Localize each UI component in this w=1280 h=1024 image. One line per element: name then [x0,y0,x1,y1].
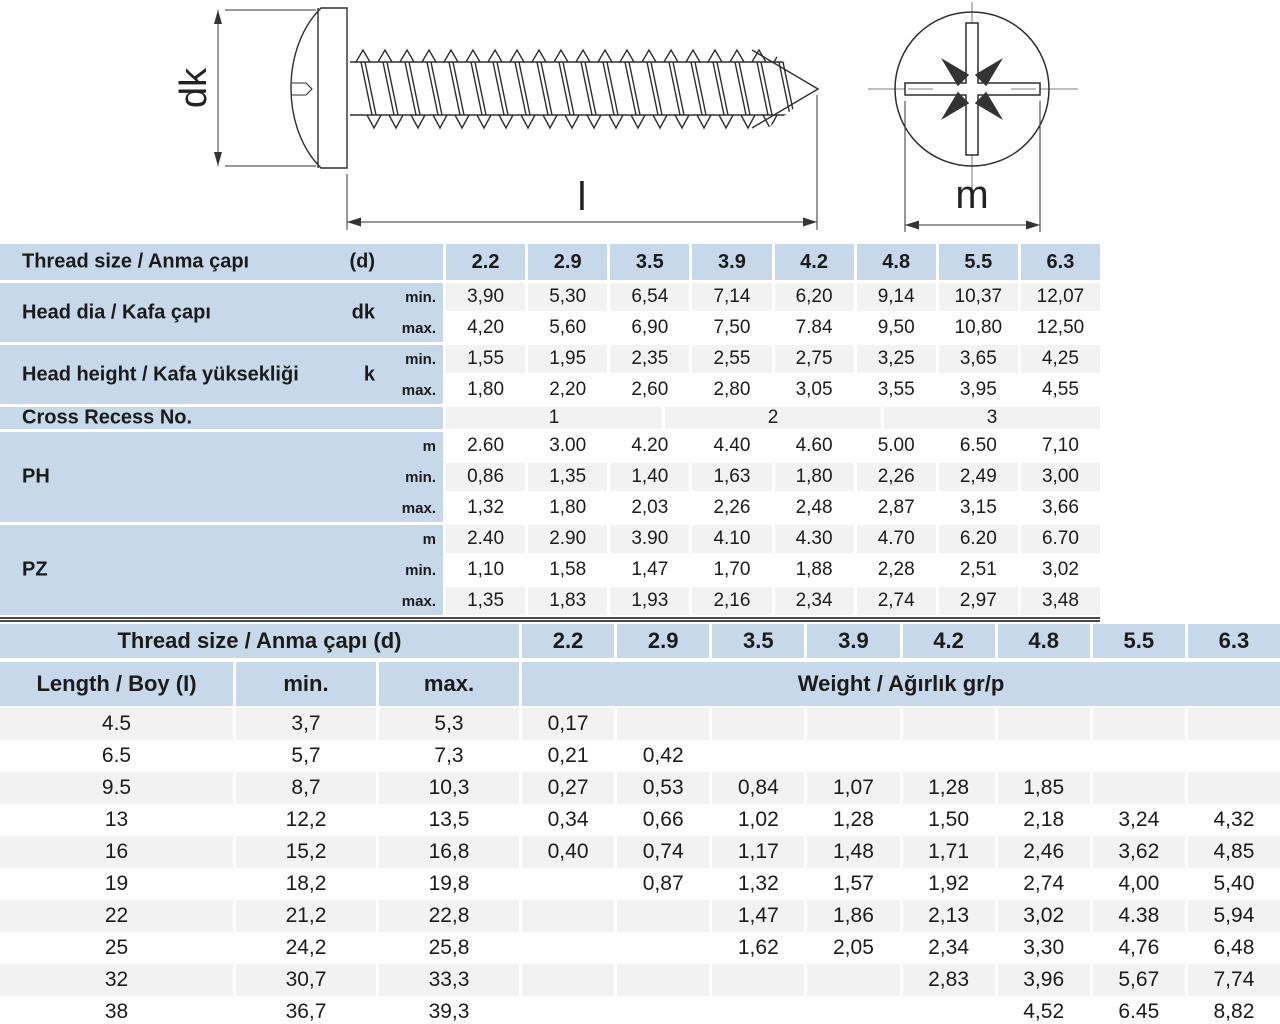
t2-weight-cell: 0,40 [522,836,614,868]
arrow-up-icon [214,10,222,24]
t1-value-cell: 1,47 [631,559,669,580]
t2-weight-cell: 1,48 [807,836,899,868]
t2-weight-cell [617,932,709,964]
t1-value-cell: 6,20 [775,283,854,311]
t2-weight-cell: 0,27 [522,772,614,804]
t2-weight-cell [807,996,899,1024]
t1-value-cell: 9,50 [877,317,915,338]
t1-value-cell: 5,60 [549,317,587,338]
t2-weight-cell: 5,40 [1213,872,1255,895]
t1-value-cell: 3,65 [939,345,1018,373]
t1-value-cell: 3,15 [959,497,997,518]
t1-value-cell: 2,75 [775,345,854,373]
t1-value-cell: 2,74 [857,587,936,615]
t2-weight-cell: 0,66 [642,808,684,831]
t2-weight-cell: 2,13 [903,900,995,932]
t1-value-cell: 7,14 [692,283,771,311]
t1-value-cell: 5.00 [877,435,915,456]
t2-min-cell: 5,7 [291,744,321,767]
threaded-shank [347,50,800,128]
t1-value-cell: 1,83 [528,587,607,615]
t2-max-cell: 25,8 [428,936,470,959]
t1-sub-label: m [422,437,436,455]
t1-sub-label: m [422,530,436,548]
t2-weight-cell: 7,74 [1188,964,1280,996]
t2-weight-cell [617,708,709,740]
t2-weight-cell: 8,82 [1213,1000,1255,1023]
t1-value-cell: 4,25 [1021,345,1100,373]
t1-value-cell: 2,20 [549,379,587,400]
t1-sub-label: max. [401,319,436,337]
t2-size-header: 2.2 [522,624,614,658]
length-weight-table [0,624,1280,1024]
t2-weight-cell: 3,02 [998,900,1090,932]
t2-weight-cell: 0,17 [522,708,614,740]
t2-weight-cell [522,868,614,900]
t2-weight-cell: 4,52 [1023,1000,1065,1023]
t1-value-cell: 3,48 [1021,587,1100,615]
t1-value-cell: 2,60 [631,379,669,400]
t1-value-cell: 1,93 [610,587,689,615]
t1-group-label [0,525,443,615]
t2-weight-cell: 1,92 [928,872,969,895]
t1-value-cell: 10,80 [954,317,1003,338]
t2-weight-cell: 6,48 [1213,936,1255,959]
arrow-left-icon [347,218,361,227]
dk-label: dk [173,67,216,109]
t2-weight-cell: 0,87 [642,872,684,895]
arrow-left-icon [905,221,919,230]
t1-value-cell: 2,03 [631,497,669,518]
t2-weight-cell [903,996,995,1024]
t1-value-cell: 3,25 [857,345,936,373]
t2-weight-cell [522,900,614,932]
t1-value-cell: 4.60 [795,435,833,456]
t2-weight-cell: 1,28 [903,772,995,804]
t1-value-cell: 7,10 [1041,435,1079,456]
t1-sub-label: min. [405,288,436,306]
t1-value-cell: 1,80 [467,379,505,400]
t1-group-label-text: PH [22,465,50,488]
t1-value-cell: 4.10 [692,525,771,553]
t1-value-cell: 1,35 [446,587,525,615]
t2-max-cell: 7,3 [434,744,464,767]
t2-weight-cell [1093,772,1185,804]
t2-weight-cell: 1,07 [807,772,899,804]
t1-sub-label: max. [401,592,436,610]
t2-weight-cell [1093,708,1185,740]
t2-weight-cell: 1,17 [712,836,804,868]
m-label: m [955,173,989,217]
t1-group-symbol: dk [351,301,375,323]
head-dimensions-table [0,244,1100,615]
drawing-svg [0,0,1280,242]
t1-value-cell: 2,49 [939,463,1018,491]
t2-max-cell: 5,3 [379,708,519,740]
t2-weight-cell [522,932,614,964]
t2-weight-cell: 2,18 [1023,808,1065,831]
t2-weight-header: Weight / Ağırlık gr/p [522,662,1280,706]
t1-value-cell: 3,05 [795,379,833,400]
t1-value-cell: 2,55 [692,345,771,373]
t1-value-cell: 1,55 [446,345,525,373]
pan-head-profile [291,8,347,168]
t2-size-header: 6.3 [1188,624,1280,658]
t1-value-cell: 0,86 [446,463,525,491]
t1-header-label-text: Thread size / Anma çapı [22,250,250,273]
t2-weight-cell: 3,30 [1023,936,1065,959]
t2-length-cell: 6.5 [101,744,132,767]
t2-weight-cell: 0,74 [617,836,709,868]
arrow-down-icon [214,152,222,166]
technical-drawing [0,0,1280,242]
arrow-right-icon [803,218,817,227]
t1-value-cell: 4.70 [857,525,936,553]
l-label: l [577,175,587,219]
t1-size-header: 2.2 [446,244,525,280]
t1-value-cell: 4.30 [775,525,854,553]
t1-value-cell: 1,80 [549,497,587,518]
t2-max-cell: 16,8 [379,836,519,868]
t2-length-cell: 38 [104,1000,129,1023]
t2-weight-cell [712,708,804,740]
t1-value-cell: 3,95 [959,379,997,400]
t2-min-cell: 36,7 [285,1000,327,1023]
t2-weight-cell: 2,83 [903,964,995,996]
t1-value-cell: 4,20 [467,317,505,338]
t2-weight-cell: 0,53 [617,772,709,804]
t2-min-cell: 30,7 [236,964,376,996]
t1-value-cell: 4,55 [1041,379,1079,400]
table-separator [0,617,1100,622]
pozidriv-wedge-icon [975,58,1003,86]
t2-weight-cell: 1,71 [903,836,995,868]
t2-size-header: 3.5 [712,624,804,658]
t1-value-cell: 1,35 [528,463,607,491]
t1-value-cell: 1,95 [528,345,607,373]
t2-weight-cell: 3,24 [1118,808,1160,831]
t1-value-cell: 2,26 [857,463,936,491]
t2-weight-cell [998,740,1090,772]
t2-weight-cell [807,964,899,996]
t2-min-header: min. [236,662,376,706]
t1-value-cell: 3,02 [1041,559,1079,580]
t2-length-cell: 19 [104,872,129,895]
t2-size-header: 4.8 [998,624,1090,658]
t1-group-label [0,432,443,522]
t2-min-cell: 12,2 [285,808,327,831]
t1-group-label [0,283,443,342]
t2-weight-cell: 4,32 [1213,808,1255,831]
pozidriv-wedge-icon [941,58,969,86]
t2-weight-cell: 2,34 [928,936,969,959]
t2-weight-cell: 1,02 [737,808,779,831]
t1-value-cell: 2,35 [610,345,689,373]
t1-value-cell: 6.20 [939,525,1018,553]
t1-size-header: 6.3 [1021,244,1100,280]
t1-value-cell: 12,50 [1036,317,1085,338]
t2-weight-cell: 4,00 [1118,872,1160,895]
t2-weight-cell [712,964,804,996]
t2-weight-cell: 4,76 [1118,936,1160,959]
t2-weight-cell [617,964,709,996]
t2-min-cell: 18,2 [285,872,327,895]
t2-weight-cell: 1,50 [928,808,969,831]
t2-weight-cell: 2,74 [1023,872,1065,895]
t2-weight-cell [617,996,709,1024]
t2-weight-cell: 3,62 [1093,836,1185,868]
t2-weight-cell: 2,05 [833,936,874,959]
t1-value-cell: 3,00 [1021,463,1100,491]
t1-value-cell: 7.84 [795,317,833,338]
t1-value-cell: 1,88 [795,559,833,580]
t1-value-cell: 6,90 [631,317,669,338]
t2-size-header: 4.2 [903,624,995,658]
t2-weight-cell: 6.45 [1118,1000,1160,1023]
t1-value-cell: 10,37 [939,283,1018,311]
t2-size-header: 3.9 [807,624,899,658]
t2-weight-cell: 1,86 [807,900,899,932]
pozidriv-wedge-icon [975,92,1003,120]
t1-header-label [0,244,443,280]
t2-weight-cell [712,740,804,772]
arrow-right-icon [1026,221,1040,230]
t1-value-cell: 12,07 [1021,283,1100,311]
t1-value-cell: 2,34 [775,587,854,615]
t1-value-cell: 2,26 [713,497,751,518]
t2-max-cell: 39,3 [428,1000,470,1023]
t1-cross-recess-cells [446,407,1100,429]
t2-weight-cell: 1,32 [737,872,779,895]
t1-value-cell: 7,50 [713,317,751,338]
t1-size-header: 4.2 [775,244,854,280]
t2-weight-cell [617,900,709,932]
t1-value-cell: 1,10 [467,559,505,580]
t2-min-cell: 21,2 [236,900,376,932]
t2-weight-cell: 0,42 [642,744,684,767]
t1-group-label [0,407,443,429]
t1-header-symbol: (d) [349,250,375,273]
t1-value-cell: 2,28 [877,559,915,580]
t1-value-cell: 9,14 [857,283,936,311]
t2-min-cell: 24,2 [285,936,327,959]
t2-weight-cell: 4.38 [1093,900,1185,932]
t1-value-cell: 2,16 [692,587,771,615]
t2-length-cell: 25 [104,936,129,959]
t2-weight-cell: 0,84 [712,772,804,804]
t2-min-cell: 8,7 [236,772,376,804]
t1-value-cell: 1,32 [467,497,505,518]
t2-weight-cell [1188,708,1280,740]
t2-weight-cell [1188,772,1280,804]
pozidriv-wedge-icon [941,92,969,120]
t2-weight-cell: 1,62 [737,936,779,959]
t2-length-cell: 32 [0,964,233,996]
t2-weight-cell [998,708,1090,740]
t2-weight-cell: 1,85 [998,772,1090,804]
t2-weight-cell [712,996,804,1024]
t1-value-cell: 2,87 [877,497,915,518]
t1-value-cell: 1,80 [775,463,854,491]
t1-sub-label: max. [401,381,436,399]
t1-value-cell: 3,66 [1041,497,1079,518]
t2-max-cell: 33,3 [379,964,519,996]
t1-size-header: 5.5 [939,244,1018,280]
t1-group-label-text: PZ [22,558,48,581]
t2-weight-cell: 1,28 [833,808,874,831]
t2-weight-cell [903,708,995,740]
t2-weight-cell: 0,34 [547,808,589,831]
t1-value-cell: 1,40 [610,463,689,491]
t1-value-cell: 1,58 [549,559,587,580]
head-top-view [868,2,1078,190]
t2-length-header: Length / Boy (I) [0,662,233,706]
t1-value-cell: 2,80 [713,379,751,400]
t2-min-cell: 15,2 [236,836,376,868]
t1-value-cell: 2,48 [795,497,833,518]
t1-value-cell: 3.00 [549,435,587,456]
t1-value-cell: 5,30 [528,283,607,311]
t2-weight-cell: 3,96 [998,964,1090,996]
t1-size-header: 4.8 [857,244,936,280]
t2-weight-cell: 5,94 [1188,900,1280,932]
t2-length-cell: 4.5 [0,708,233,740]
t2-length-cell: 16 [0,836,233,868]
t1-value-cell: 4.40 [713,435,751,456]
t1-value-cell: 2.40 [446,525,525,553]
t1-value-cell: 4.20 [631,435,669,456]
t2-weight-cell [807,740,899,772]
t2-size-header: 2.9 [617,624,709,658]
t2-max-cell: 13,5 [428,808,470,831]
t2-weight-cell: 0,21 [547,744,589,767]
t1-cross-recess-cell: 3 [884,407,1100,429]
t2-min-cell: 3,7 [236,708,376,740]
t2-max-header: max. [379,662,519,706]
t2-weight-cell [522,996,614,1024]
t1-value-cell: 3,55 [877,379,915,400]
t1-value-cell: 2.90 [528,525,607,553]
t1-size-header: 3.9 [692,244,771,280]
screw-side-view [291,8,818,168]
t1-value-cell: 3,90 [446,283,525,311]
t1-value-cell: 2.60 [467,435,505,456]
t2-weight-cell: 1,47 [712,900,804,932]
t2-weight-cell: 4,85 [1188,836,1280,868]
t1-value-cell: 3.90 [610,525,689,553]
t1-sub-label: min. [405,561,436,579]
t2-weight-cell: 2,46 [998,836,1090,868]
t2-weight-cell: 5,67 [1093,964,1185,996]
t1-size-header: 2.9 [528,244,607,280]
t2-weight-cell [807,708,899,740]
t2-length-cell: 22 [0,900,233,932]
t1-value-cell: 6.50 [959,435,997,456]
t1-group-label-text: Cross Recess No. [22,406,193,429]
t1-cross-recess-cell: 2 [665,407,881,429]
t2-max-cell: 22,8 [379,900,519,932]
t2-weight-cell [903,740,995,772]
t2-weight-cell [1093,740,1185,772]
t1-sub-label: min. [405,468,436,486]
t2-header-label: Thread size / Anma çapı (d) [0,624,519,658]
t1-value-cell: 2,97 [939,587,1018,615]
t1-value-cell: 6.70 [1021,525,1100,553]
t1-value-cell: 1,70 [713,559,751,580]
t2-size-header: 5.5 [1093,624,1185,658]
t1-value-cell: 6,54 [610,283,689,311]
t2-length-cell: 13 [104,808,129,831]
t2-length-cell: 9.5 [0,772,233,804]
t1-group-label [0,345,443,404]
t1-sub-label: min. [405,350,436,368]
t1-group-symbol: k [363,363,375,385]
t2-weight-cell [522,964,614,996]
t1-cross-recess-cell: 1 [446,407,662,429]
t1-size-header: 3.5 [610,244,689,280]
t1-group-label-text: Head height / Kafa yüksekliği [22,363,299,385]
t1-value-cell: 1,63 [692,463,771,491]
t2-weight-cell [1188,740,1280,772]
t2-weight-cell: 1,57 [833,872,874,895]
t1-value-cell: 2,51 [959,559,997,580]
t2-max-cell: 19,8 [428,872,470,895]
t2-max-cell: 10,3 [379,772,519,804]
t1-group-label-text: Head dia / Kafa çapı [22,301,211,323]
t1-sub-label: max. [401,499,436,517]
